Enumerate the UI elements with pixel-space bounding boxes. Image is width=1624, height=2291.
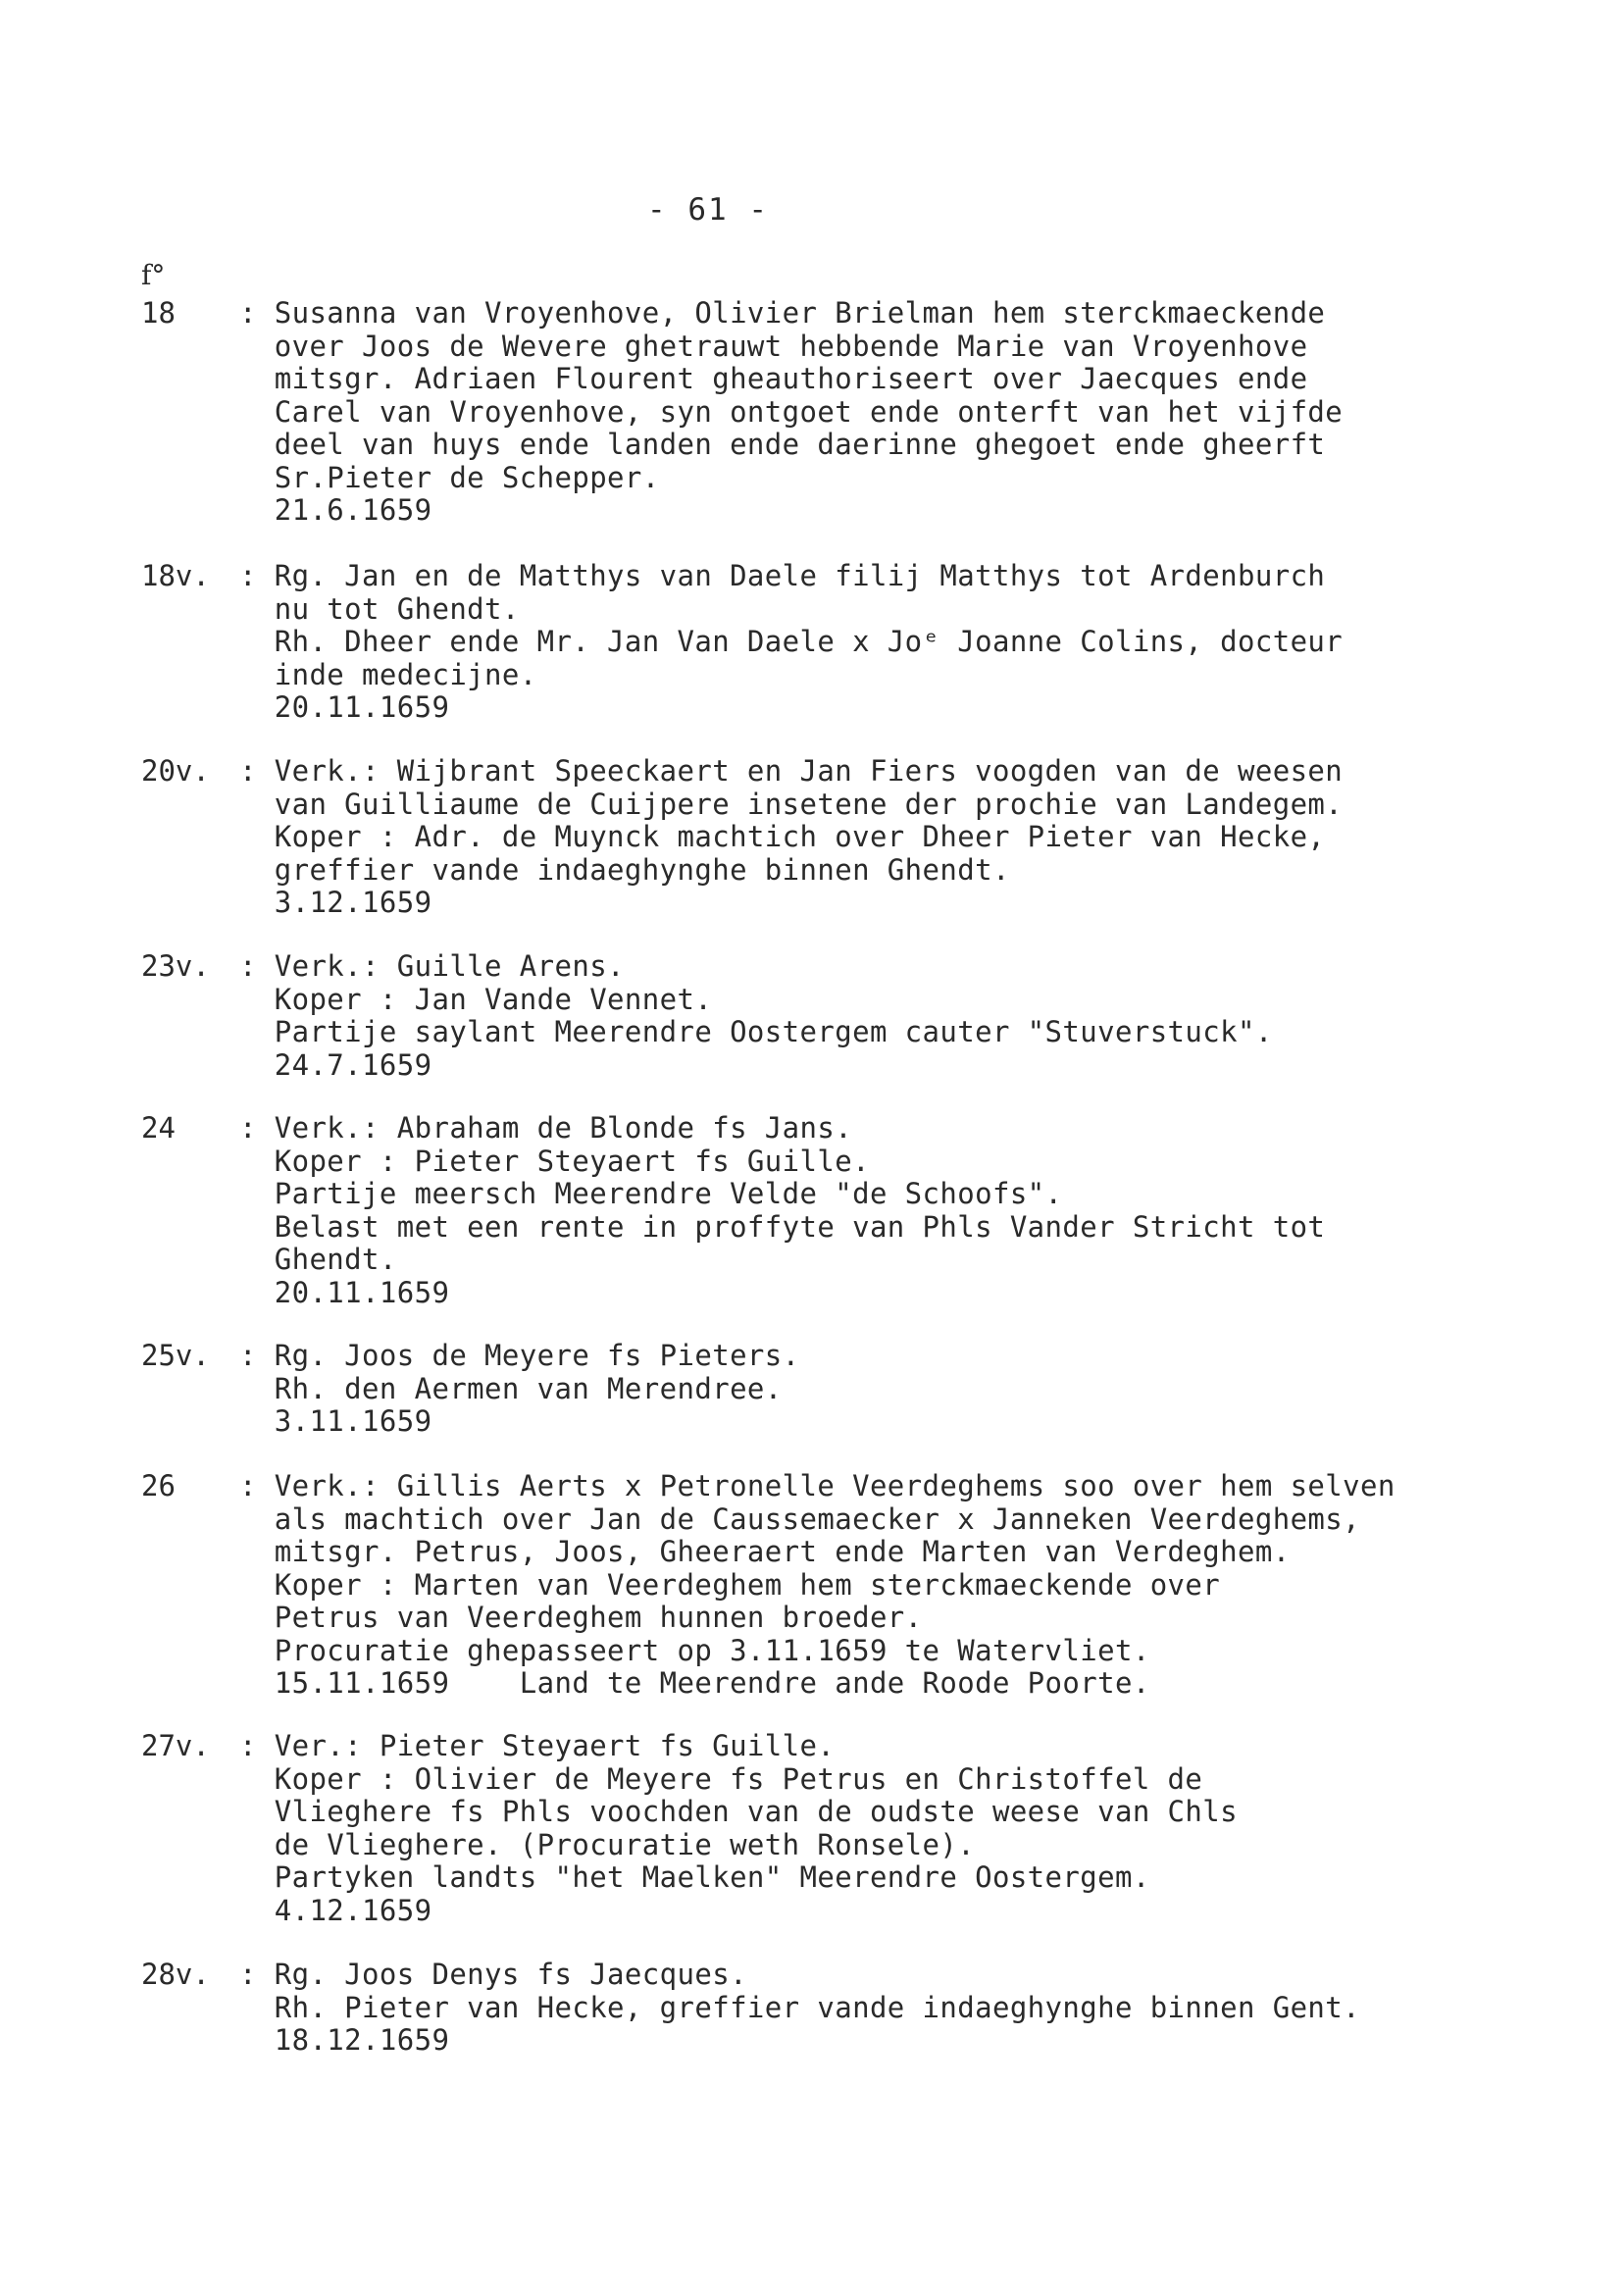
- entry-text: [239, 297, 1553, 528]
- entry-line: inde medecijne.: [239, 657, 537, 691]
- folio-number: 18: [141, 296, 176, 330]
- entry-line: 24.7.1659: [239, 1047, 432, 1082]
- entry-line: 21.6.1659: [239, 493, 432, 527]
- entry-line: Rh. den Aermen van Merendree.: [239, 1371, 783, 1405]
- entry-text: [239, 1470, 1553, 1701]
- entry-line: 15.11.1659 Land te Meerendre ande Roode Poorte.: [239, 1666, 1150, 1700]
- folio-number: 25v.: [141, 1339, 210, 1372]
- entry-line: : Verk.: Gillis Aerts x Petronelle Veerdeghems soo over hem selven: [239, 1469, 1396, 1502]
- entry-line: : Verk.: Abraham de Blonde fs Jans.: [239, 1111, 853, 1145]
- entry-line: nu tot Ghendt.: [239, 591, 520, 626]
- folio-number: 20v.: [141, 754, 210, 788]
- entry-text: [239, 1730, 1553, 1927]
- folio-number: 23v.: [141, 949, 210, 983]
- entry-line: Petrus van Veerdeghem hunnen broeder.: [239, 1601, 923, 1634]
- entry-line: greffier vande indaeghynghe binnen Ghendt.: [239, 852, 1010, 887]
- entry-line: 3.12.1659: [239, 886, 432, 919]
- entry-line: Belast met een rente in proffyte van Phls Vander Stricht tot: [239, 1209, 1326, 1244]
- entry-text: [239, 950, 1553, 1082]
- entry-line: : Ver.: Pieter Steyaert fs Guille.: [239, 1729, 836, 1762]
- entry-line: Koper : Jan Vande Vennet.: [239, 982, 713, 1016]
- entry-line: Koper : Adr. de Muynck machtich over Dheer Pieter van Hecke,: [239, 820, 1326, 853]
- entry-line: Rh. Pieter van Hecke, greffier vande indaeghynghe binnen Gent.: [239, 1990, 1361, 2024]
- entry-text: [239, 1959, 1553, 2058]
- entry-line: 4.12.1659: [239, 1893, 432, 1927]
- folio-column-heading: f°: [141, 259, 166, 291]
- entry-line: 3.11.1659: [239, 1404, 432, 1438]
- entry-line: Rh. Dheer ende Mr. Jan Van Daele x Joᵉ Joanne Colins, docteur: [239, 625, 1344, 658]
- entry-line: : Verk.: Wijbrant Speeckaert en Jan Fiers voogden van de weesen: [239, 754, 1344, 788]
- entry-line: als machtich over Jan de Caussemaecker x Janneken Veerdeghems,: [239, 1502, 1361, 1536]
- entry-line: Vlieghere fs Phls voochden van de oudste weese van Chls: [239, 1795, 1238, 1828]
- entry-text: [239, 1340, 1553, 1439]
- entry-line: : Rg. Joos Denys fs Jaecques.: [239, 1958, 747, 1991]
- entry-line: 18.12.1659: [239, 2023, 450, 2057]
- entry-line: 20.11.1659: [239, 1275, 450, 1309]
- entry-text: [239, 755, 1553, 920]
- entry-line: Sr.Pieter de Schepper.: [239, 460, 660, 494]
- entry-line: Koper : Marten van Veerdeghem hem sterckmaeckende over: [239, 1567, 1221, 1602]
- entry-line: : Rg. Joos de Meyere fs Pieters.: [239, 1339, 800, 1372]
- entry-line: Carel van Vroyenhove, syn ontgoet ende onterft van het vijfde: [239, 394, 1344, 429]
- entry-line: : Verk.: Guille Arens.: [239, 949, 625, 983]
- entry-text: [239, 1112, 1553, 1309]
- entry-line: : Susanna van Vroyenhove, Olivier Brielman hem sterckmaeckende: [239, 296, 1326, 330]
- entry-line: 20.11.1659: [239, 690, 450, 724]
- entry-line: : Rg. Jan en de Matthys van Daele filij Matthys tot Ardenburch: [239, 559, 1326, 592]
- entry-line: Koper : Olivier de Meyere fs Petrus en Christoffel de: [239, 1761, 1203, 1796]
- entry-line: over Joos de Wevere ghetrauwt hebbende Marie van Vroyenhove: [239, 329, 1308, 363]
- entry-line: Koper : Pieter Steyaert fs Guille.: [239, 1144, 870, 1178]
- entry-line: van Guilliaume de Cuijpere insetene der prochie van Landegem.: [239, 787, 1344, 821]
- entry-line: Partyken landts "het Maelken" Meerendre Oostergem.: [239, 1860, 1150, 1894]
- entry-line: Partije saylant Meerendre Oostergem cauter "Stuverstuck".: [239, 1015, 1273, 1048]
- entry-line: Procuratie ghepasseert op 3.11.1659 te Watervliet.: [239, 1633, 1150, 1667]
- folio-number: 24: [141, 1111, 176, 1145]
- folio-number: 18v.: [141, 559, 210, 592]
- entry-line: deel van huys ende landen ende daerinne ghegoet ende gheerft: [239, 428, 1326, 461]
- entry-line: Ghendt.: [239, 1243, 397, 1276]
- page-number: - 61 -: [647, 192, 769, 228]
- folio-number: 28v.: [141, 1958, 210, 1991]
- entry-line: mitsgr. Adriaen Flourent gheauthoriseert over Jaecques ende: [239, 362, 1308, 395]
- folio-number: 27v.: [141, 1729, 210, 1762]
- entry-line: mitsgr. Petrus, Joos, Gheeraert ende Marten van Verdeghem.: [239, 1535, 1291, 1568]
- entry-line: Partije meersch Meerendre Velde "de Schoofs".: [239, 1177, 1063, 1210]
- folio-number: 26: [141, 1469, 176, 1502]
- entry-text: [239, 560, 1553, 725]
- entry-line: de Vlieghere. (Procuratie weth Ronsele).: [239, 1827, 976, 1861]
